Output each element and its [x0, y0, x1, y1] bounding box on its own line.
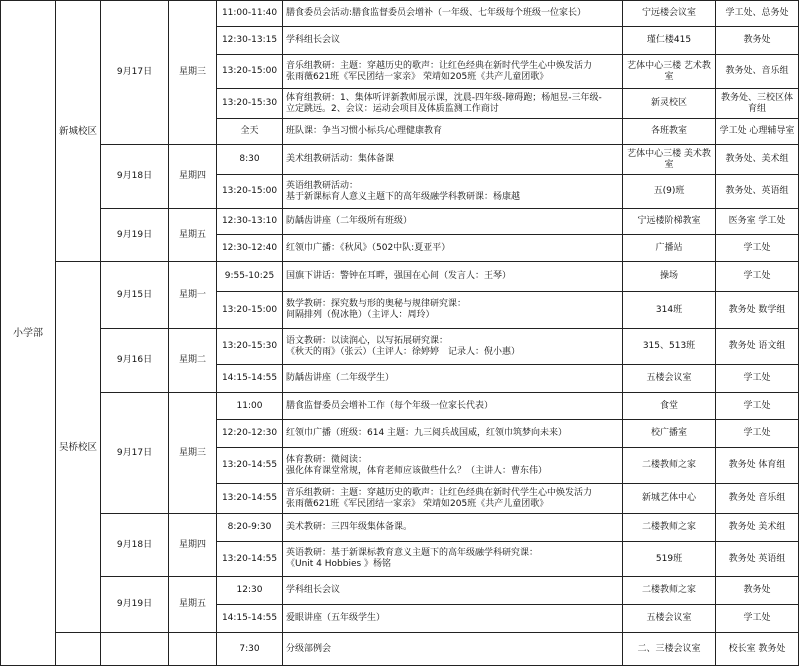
weekday-cell: 星期二: [169, 329, 217, 393]
content-line: 立定跳远。2、会议：运动会项目及体质监测工作商讨: [286, 103, 499, 114]
date-cell: [101, 633, 169, 666]
place-cell: 二、三楼会议室: [623, 633, 716, 666]
owner-cell: 学工处 心理辅导室: [716, 119, 799, 145]
time-cell: 13:20-15:00: [217, 55, 283, 89]
table-row: [1, 393, 799, 420]
content-line: 张雨薇621班《军民团结一家亲》 荣靖如205班《共产儿童团歌》: [286, 498, 549, 509]
content-line: 学科组长会议: [286, 35, 341, 45]
date-cell: 9月19日: [101, 209, 169, 262]
table-row: [1, 633, 799, 666]
owner-cell: 教务处: [716, 27, 799, 55]
place-cell: 宁远楼会议室: [623, 1, 716, 27]
time-cell: 8:30: [217, 145, 283, 175]
place-cell: 314班: [623, 292, 716, 329]
place-cell: 二楼教师之家: [623, 577, 716, 605]
time-cell: 13:20-15:30: [217, 89, 283, 119]
owner-cell: 教务处、三校区体育组: [716, 89, 799, 119]
time-cell: 8:20-9:30: [217, 514, 283, 542]
time-cell: 11:00: [217, 393, 283, 420]
content-line: 张雨薇621班《军民团结一家亲》 荣靖如205班《共产儿童团歌》: [286, 71, 549, 82]
time-cell: 13:20-15:00: [217, 175, 283, 209]
time-cell: 12:30-13:10: [217, 209, 283, 235]
owner-cell: 教务处 音乐组: [716, 484, 799, 514]
place-cell: 食堂: [623, 393, 716, 420]
content-cell: [283, 175, 623, 209]
content-cell: [283, 262, 623, 292]
weekday-cell: 星期三: [169, 1, 217, 145]
time-cell: 11:00-11:40: [217, 1, 283, 27]
time-cell: 12:30: [217, 577, 283, 605]
content-cell: [283, 633, 623, 666]
place-cell: 宁远楼阶梯教室: [623, 209, 716, 235]
content-cell: [283, 1, 623, 27]
content-line: 红领巾广播（班级：614 主题：九三阅兵战国威，红领巾筑梦向未来）: [286, 428, 568, 438]
weekday-cell: 星期三: [169, 393, 217, 514]
place-cell: 操场: [623, 262, 716, 292]
content-line: 音乐组教研：主题：穿越历史的歌声：让红色经典在新时代学生心中焕发活力: [286, 487, 593, 498]
weekday-cell: 星期四: [169, 514, 217, 577]
time-cell: 14:15-14:55: [217, 365, 283, 393]
place-cell: 二楼教师之家: [623, 514, 716, 542]
content-line: 美术组教研活动：集体备课: [286, 154, 395, 164]
content-line: 数学教研：探究数与形的奥秘与规律研究课：: [286, 299, 467, 309]
content-line: 体育教研：微阅读：: [286, 454, 368, 465]
weekday-cell: [169, 633, 217, 666]
place-cell: 五(9)班: [623, 175, 716, 209]
weekday-cell: 星期五: [169, 209, 217, 262]
time-cell: 13:20-14:55: [217, 484, 283, 514]
owner-cell: 教务处、美术组: [716, 145, 799, 175]
place-cell: 各班教室: [623, 119, 716, 145]
content-cell: [283, 393, 623, 420]
place-cell: 新城艺体中心: [623, 484, 716, 514]
owner-cell: 教务处、英语组: [716, 175, 799, 209]
content-cell: [283, 514, 623, 542]
time-cell: 7:30: [217, 633, 283, 666]
table-row: [1, 514, 799, 542]
weekday-cell: 星期一: [169, 262, 217, 329]
time-cell: 全天: [217, 119, 283, 145]
content-line: 爱眼讲座（五年级学生）: [286, 613, 386, 623]
content-cell: [283, 365, 623, 393]
campus-cell: 吴桥校区: [56, 262, 101, 633]
owner-cell: 教务处: [716, 577, 799, 605]
time-cell: 12:20-12:30: [217, 420, 283, 448]
content-cell: [283, 577, 623, 605]
date-cell: 9月15日: [101, 262, 169, 329]
time-cell: 13:20-14:55: [217, 542, 283, 577]
content-cell: [283, 27, 623, 55]
time-cell: 12:30-12:40: [217, 235, 283, 262]
content-line: 膳食委员会活动:膳食监督委员会增补（一年级、七年级每个班级一位家长）: [286, 8, 587, 18]
content-cell: [283, 605, 623, 633]
content-cell: [283, 420, 623, 448]
place-cell: 艺体中心三楼 美术教室: [623, 145, 716, 175]
owner-cell: 教务处 英语组: [716, 542, 799, 577]
content-cell: [283, 542, 623, 577]
content-cell: [283, 89, 623, 119]
content-line: 《秋天的雨》（张云）（主评人：徐婷婷 记录人：倪小惠）: [286, 346, 521, 357]
time-cell: 12:30-13:15: [217, 27, 283, 55]
table-row: [1, 577, 799, 605]
content-line: 国旗下讲话：警钟在耳畔，强国在心间（发言人：王琴）: [286, 271, 512, 281]
date-cell: 9月18日: [101, 145, 169, 209]
content-cell: [283, 235, 623, 262]
content-line: 强化体育课堂常规，体育老师应该做些什么？（主讲人：曹东伟）: [286, 465, 548, 476]
date-cell: 9月18日: [101, 514, 169, 577]
owner-cell: 学工处: [716, 365, 799, 393]
place-cell: 五楼会议室: [623, 605, 716, 633]
time-cell: 13:20-14:55: [217, 448, 283, 484]
content-line: 语文教研：以读润心，以写拓展研究课：: [286, 335, 449, 346]
content-line: 分级部例会: [286, 643, 332, 654]
place-cell: 广播站: [623, 235, 716, 262]
owner-cell: 学工处、总务处: [716, 1, 799, 27]
campus-cell: [56, 633, 101, 666]
content-line: 防龋齿讲座（二年级学生）: [286, 373, 395, 383]
owner-cell: 教务处 美术组: [716, 514, 799, 542]
owner-cell: 学工处: [716, 262, 799, 292]
date-cell: 9月16日: [101, 329, 169, 393]
content-line: 美术教研：三四年级集体备课。: [286, 522, 413, 532]
content-line: 膳食监督委员会增补工作（每个年级一位家长代表）: [286, 400, 494, 411]
content-line: 体育组教研：1、集体听评新教师展示课，沈晨-四年级-障碍跑；杨旭昱-三年级-: [286, 92, 602, 103]
table-row: [1, 145, 799, 175]
time-cell: 14:15-14:55: [217, 605, 283, 633]
content-cell: [283, 329, 623, 365]
owner-cell: 教务处 语文组: [716, 329, 799, 365]
table-row: [1, 262, 799, 292]
content-line: 防龋齿讲座（二年级所有班级）: [286, 216, 413, 226]
content-line: 基于新课标育人意义主题下的高年级融学科教研课：杨康越: [286, 191, 521, 202]
content-cell: [283, 145, 623, 175]
owner-cell: 校长室 教务处: [716, 633, 799, 666]
date-cell: 9月19日: [101, 577, 169, 633]
table-row: [1, 329, 799, 365]
place-cell: 二楼教师之家: [623, 448, 716, 484]
content-line: 学科组长会议: [286, 585, 341, 595]
table-row: [1, 1, 799, 27]
content-line: 红领巾广播：《秋风》（502中队:夏亚平）: [286, 242, 451, 253]
content-cell: [283, 484, 623, 514]
place-cell: 校广播室: [623, 420, 716, 448]
owner-cell: 教务处 体育组: [716, 448, 799, 484]
owner-cell: 教务处 数学组: [716, 292, 799, 329]
weekday-cell: 星期四: [169, 145, 217, 209]
content-cell: [283, 209, 623, 235]
content-cell: [283, 448, 623, 484]
content-cell: [283, 55, 623, 89]
campus-cell: 新城校区: [56, 1, 101, 262]
content-line: 班队课：争当习惯小标兵/心理健康教育: [286, 126, 443, 136]
weekday-cell: 星期五: [169, 577, 217, 633]
content-cell: [283, 119, 623, 145]
content-line: 英语组教研活动：: [286, 180, 359, 191]
content-line: 音乐组教研：主题：穿越历史的歌声：让红色经典在新时代学生心中焕发活力: [286, 60, 593, 71]
place-cell: 瑾仁楼415: [623, 27, 716, 55]
time-cell: 13:20-15:00: [217, 292, 283, 329]
content-line: 间隔排列（倪冰艳）（主评人：周玲）: [286, 310, 435, 320]
content-line: 《Unit 4 Hobbies 》杨铭: [286, 559, 392, 569]
place-cell: 新灵校区: [623, 89, 716, 119]
owner-cell: 学工处: [716, 420, 799, 448]
place-cell: 519班: [623, 542, 716, 577]
owner-cell: 医务室 学工处: [716, 209, 799, 235]
time-cell: 9:55-10:25: [217, 262, 283, 292]
owner-cell: 教务处、音乐组: [716, 55, 799, 89]
owner-cell: 学工处: [716, 235, 799, 262]
table-row: [1, 209, 799, 235]
place-cell: 五楼会议室: [623, 365, 716, 393]
content-cell: [283, 292, 623, 329]
content-line: 英语教研：基于新课标教育意义主题下的高年级融学科研究课：: [286, 548, 539, 558]
place-cell: 315、513班: [623, 329, 716, 365]
owner-cell: 学工处: [716, 605, 799, 633]
date-cell: 9月17日: [101, 1, 169, 145]
time-cell: 13:20-15:30: [217, 329, 283, 365]
owner-cell: 学工处: [716, 393, 799, 420]
place-cell: 艺体中心三楼 艺术教室: [623, 55, 716, 89]
date-cell: 9月17日: [101, 393, 169, 514]
department-cell: 小学部: [1, 1, 56, 666]
